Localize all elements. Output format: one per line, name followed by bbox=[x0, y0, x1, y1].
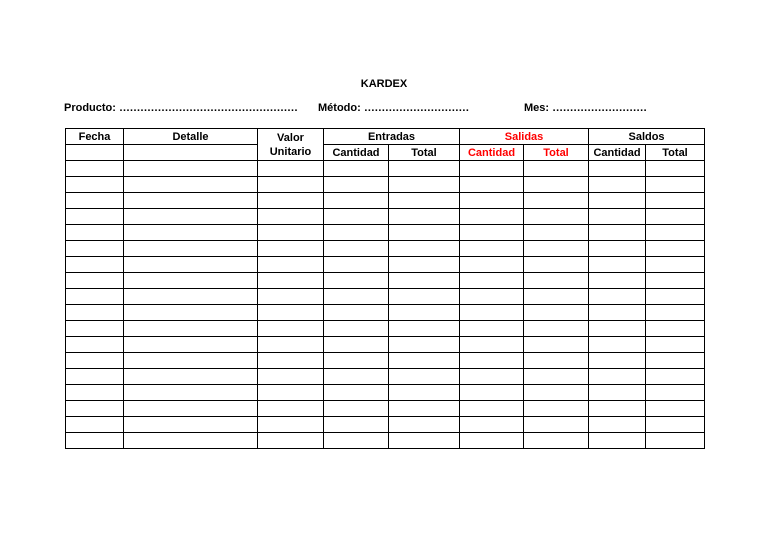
cell-valor-unitario[interactable] bbox=[258, 417, 324, 433]
cell-valor-unitario[interactable] bbox=[258, 177, 324, 193]
cell-entradas-total[interactable] bbox=[389, 369, 460, 385]
producto-value: …………………………………………… bbox=[119, 102, 298, 114]
cell-saldos-total[interactable] bbox=[646, 273, 705, 289]
header-row-1 bbox=[66, 129, 705, 145]
cell-valor-unitario[interactable] bbox=[258, 209, 324, 225]
cell-saldos-cantidad[interactable] bbox=[589, 401, 646, 417]
cell-fecha[interactable] bbox=[66, 305, 124, 321]
cell-salidas-cantidad[interactable] bbox=[460, 161, 524, 177]
cell-entradas-total[interactable] bbox=[389, 401, 460, 417]
header-detalle: Detalle bbox=[124, 129, 258, 145]
table-row bbox=[66, 417, 705, 433]
metodo-field[interactable] bbox=[318, 102, 469, 114]
cell-entradas-cantidad[interactable] bbox=[324, 337, 389, 353]
cell-entradas-total[interactable] bbox=[389, 193, 460, 209]
table-row bbox=[66, 177, 705, 193]
cell-saldos-cantidad[interactable] bbox=[589, 369, 646, 385]
cell-salidas-cantidad[interactable] bbox=[460, 257, 524, 273]
cell-saldos-cantidad[interactable] bbox=[589, 257, 646, 273]
cell-saldos-cantidad[interactable] bbox=[589, 193, 646, 209]
mes-field[interactable] bbox=[524, 102, 647, 114]
cell-entradas-cantidad[interactable] bbox=[324, 305, 389, 321]
table-row bbox=[66, 385, 705, 401]
cell-saldos-total[interactable] bbox=[646, 305, 705, 321]
cell-entradas-cantidad[interactable] bbox=[324, 225, 389, 241]
cell-valor-unitario[interactable] bbox=[258, 161, 324, 177]
cell-entradas-cantidad[interactable] bbox=[324, 385, 389, 401]
cell-salidas-total[interactable] bbox=[524, 225, 589, 241]
cell-salidas-total[interactable] bbox=[524, 417, 589, 433]
header-fields bbox=[0, 102, 768, 118]
mes-label: Mes: bbox=[524, 102, 550, 114]
cell-saldos-total[interactable] bbox=[646, 257, 705, 273]
cell-entradas-total[interactable] bbox=[389, 225, 460, 241]
cell-valor-unitario[interactable] bbox=[258, 273, 324, 289]
cell-saldos-total[interactable] bbox=[646, 241, 705, 257]
cell-entradas-total[interactable] bbox=[389, 353, 460, 369]
cell-fecha[interactable] bbox=[66, 273, 124, 289]
cell-saldos-total[interactable] bbox=[646, 337, 705, 353]
cell-salidas-total[interactable] bbox=[524, 289, 589, 305]
header-salidas-cantidad: Cantidad bbox=[460, 145, 524, 161]
cell-valor-unitario[interactable] bbox=[258, 321, 324, 337]
cell-salidas-cantidad[interactable] bbox=[460, 385, 524, 401]
cell-saldos-total[interactable] bbox=[646, 289, 705, 305]
cell-entradas-cantidad[interactable] bbox=[324, 353, 389, 369]
header-saldos: Saldos bbox=[589, 129, 705, 145]
cell-salidas-total[interactable] bbox=[524, 321, 589, 337]
cell-detalle[interactable] bbox=[124, 337, 258, 353]
cell-fecha[interactable] bbox=[66, 177, 124, 193]
cell-entradas-cantidad[interactable] bbox=[324, 193, 389, 209]
cell-salidas-cantidad[interactable] bbox=[460, 273, 524, 289]
cell-entradas-total[interactable] bbox=[389, 209, 460, 225]
table-header bbox=[66, 129, 705, 161]
cell-saldos-total[interactable] bbox=[646, 177, 705, 193]
header-valor-unitario: Valor Unitario bbox=[258, 129, 324, 161]
cell-entradas-total[interactable] bbox=[389, 177, 460, 193]
cell-salidas-cantidad[interactable] bbox=[460, 401, 524, 417]
cell-saldos-cantidad[interactable] bbox=[589, 225, 646, 241]
kardex-table bbox=[65, 128, 705, 449]
cell-saldos-cantidad[interactable] bbox=[589, 321, 646, 337]
metodo-label: Método: bbox=[318, 102, 361, 114]
table-row bbox=[66, 401, 705, 417]
table-row bbox=[66, 241, 705, 257]
cell-detalle[interactable] bbox=[124, 177, 258, 193]
cell-salidas-cantidad[interactable] bbox=[460, 353, 524, 369]
header-saldos-cantidad: Cantidad bbox=[589, 145, 646, 161]
cell-valor-unitario[interactable] bbox=[258, 369, 324, 385]
cell-salidas-total[interactable] bbox=[524, 385, 589, 401]
cell-salidas-total[interactable] bbox=[524, 209, 589, 225]
cell-salidas-cantidad[interactable] bbox=[460, 337, 524, 353]
cell-fecha[interactable] bbox=[66, 209, 124, 225]
table-row bbox=[66, 369, 705, 385]
cell-valor-unitario[interactable] bbox=[258, 241, 324, 257]
header-saldos-total: Total bbox=[646, 145, 705, 161]
cell-entradas-cantidad[interactable] bbox=[324, 209, 389, 225]
table-body bbox=[66, 161, 705, 449]
cell-saldos-cantidad[interactable] bbox=[589, 241, 646, 257]
table-row bbox=[66, 433, 705, 449]
cell-salidas-total[interactable] bbox=[524, 369, 589, 385]
cell-valor-unitario[interactable] bbox=[258, 337, 324, 353]
cell-fecha[interactable] bbox=[66, 241, 124, 257]
cell-saldos-cantidad[interactable] bbox=[589, 305, 646, 321]
cell-detalle[interactable] bbox=[124, 353, 258, 369]
cell-saldos-cantidad[interactable] bbox=[589, 273, 646, 289]
cell-saldos-total[interactable] bbox=[646, 225, 705, 241]
cell-saldos-total[interactable] bbox=[646, 385, 705, 401]
header-entradas: Entradas bbox=[324, 129, 460, 145]
cell-salidas-total[interactable] bbox=[524, 433, 589, 449]
cell-saldos-cantidad[interactable] bbox=[589, 385, 646, 401]
cell-salidas-total[interactable] bbox=[524, 353, 589, 369]
producto-field[interactable] bbox=[64, 102, 298, 114]
cell-fecha[interactable] bbox=[66, 257, 124, 273]
cell-fecha[interactable] bbox=[66, 161, 124, 177]
cell-saldos-cantidad[interactable] bbox=[589, 177, 646, 193]
cell-entradas-cantidad[interactable] bbox=[324, 177, 389, 193]
table-row bbox=[66, 353, 705, 369]
cell-valor-unitario[interactable] bbox=[258, 225, 324, 241]
cell-entradas-total[interactable] bbox=[389, 161, 460, 177]
header-entradas-cantidad: Cantidad bbox=[324, 145, 389, 161]
producto-label: Producto: bbox=[64, 102, 116, 114]
header-detalle-sub bbox=[124, 145, 258, 161]
cell-detalle[interactable] bbox=[124, 321, 258, 337]
cell-fecha[interactable] bbox=[66, 289, 124, 305]
cell-saldos-total[interactable] bbox=[646, 417, 705, 433]
cell-entradas-total[interactable] bbox=[389, 241, 460, 257]
cell-salidas-cantidad[interactable] bbox=[460, 193, 524, 209]
cell-entradas-total[interactable] bbox=[389, 417, 460, 433]
cell-salidas-cantidad[interactable] bbox=[460, 225, 524, 241]
cell-saldos-cantidad[interactable] bbox=[589, 417, 646, 433]
cell-fecha[interactable] bbox=[66, 321, 124, 337]
cell-entradas-total[interactable] bbox=[389, 257, 460, 273]
cell-fecha[interactable] bbox=[66, 433, 124, 449]
cell-valor-unitario[interactable] bbox=[258, 433, 324, 449]
cell-valor-unitario[interactable] bbox=[258, 257, 324, 273]
cell-detalle[interactable] bbox=[124, 433, 258, 449]
header-fecha-sub bbox=[66, 145, 124, 161]
cell-entradas-total[interactable] bbox=[389, 305, 460, 321]
metodo-value: ………………………… bbox=[363, 102, 469, 114]
cell-salidas-cantidad[interactable] bbox=[460, 321, 524, 337]
cell-entradas-cantidad[interactable] bbox=[324, 369, 389, 385]
cell-valor-unitario[interactable] bbox=[258, 385, 324, 401]
table-row bbox=[66, 209, 705, 225]
cell-detalle[interactable] bbox=[124, 257, 258, 273]
cell-entradas-total[interactable] bbox=[389, 273, 460, 289]
cell-salidas-total[interactable] bbox=[524, 177, 589, 193]
cell-saldos-total[interactable] bbox=[646, 401, 705, 417]
cell-fecha[interactable] bbox=[66, 385, 124, 401]
cell-salidas-total[interactable] bbox=[524, 257, 589, 273]
cell-valor-unitario[interactable] bbox=[258, 193, 324, 209]
header-fecha: Fecha bbox=[66, 129, 124, 145]
cell-salidas-total[interactable] bbox=[524, 401, 589, 417]
cell-detalle[interactable] bbox=[124, 209, 258, 225]
cell-detalle[interactable] bbox=[124, 417, 258, 433]
cell-entradas-total[interactable] bbox=[389, 385, 460, 401]
cell-entradas-cantidad[interactable] bbox=[324, 433, 389, 449]
cell-salidas-total[interactable] bbox=[524, 193, 589, 209]
mes-value: ……………………… bbox=[552, 102, 647, 114]
cell-entradas-cantidad[interactable] bbox=[324, 161, 389, 177]
cell-entradas-cantidad[interactable] bbox=[324, 417, 389, 433]
cell-salidas-total[interactable] bbox=[524, 305, 589, 321]
cell-valor-unitario[interactable] bbox=[258, 401, 324, 417]
cell-detalle[interactable] bbox=[124, 193, 258, 209]
cell-fecha[interactable] bbox=[66, 417, 124, 433]
cell-salidas-cantidad[interactable] bbox=[460, 369, 524, 385]
cell-saldos-cantidad[interactable] bbox=[589, 289, 646, 305]
cell-salidas-total[interactable] bbox=[524, 161, 589, 177]
cell-fecha[interactable] bbox=[66, 401, 124, 417]
cell-detalle[interactable] bbox=[124, 241, 258, 257]
cell-detalle[interactable] bbox=[124, 305, 258, 321]
cell-salidas-cantidad[interactable] bbox=[460, 289, 524, 305]
cell-entradas-total[interactable] bbox=[389, 433, 460, 449]
cell-saldos-total[interactable] bbox=[646, 193, 705, 209]
table-row bbox=[66, 289, 705, 305]
cell-fecha[interactable] bbox=[66, 225, 124, 241]
cell-salidas-cantidad[interactable] bbox=[460, 177, 524, 193]
cell-salidas-cantidad[interactable] bbox=[460, 305, 524, 321]
cell-valor-unitario[interactable] bbox=[258, 289, 324, 305]
cell-saldos-total[interactable] bbox=[646, 161, 705, 177]
cell-saldos-cantidad[interactable] bbox=[589, 209, 646, 225]
cell-saldos-total[interactable] bbox=[646, 433, 705, 449]
cell-entradas-cantidad[interactable] bbox=[324, 289, 389, 305]
table-row bbox=[66, 337, 705, 353]
table-row bbox=[66, 273, 705, 289]
cell-detalle[interactable] bbox=[124, 401, 258, 417]
document-title: KARDEX bbox=[360, 78, 408, 90]
cell-detalle[interactable] bbox=[124, 369, 258, 385]
cell-valor-unitario[interactable] bbox=[258, 353, 324, 369]
cell-detalle[interactable] bbox=[124, 273, 258, 289]
cell-entradas-cantidad[interactable] bbox=[324, 273, 389, 289]
cell-saldos-total[interactable] bbox=[646, 209, 705, 225]
header-salidas-total: Total bbox=[524, 145, 589, 161]
cell-fecha[interactable] bbox=[66, 353, 124, 369]
cell-salidas-cantidad[interactable] bbox=[460, 417, 524, 433]
table-row bbox=[66, 257, 705, 273]
cell-salidas-total[interactable] bbox=[524, 273, 589, 289]
header-salidas: Salidas bbox=[460, 129, 589, 145]
cell-saldos-cantidad[interactable] bbox=[589, 433, 646, 449]
cell-entradas-cantidad[interactable] bbox=[324, 401, 389, 417]
table-row bbox=[66, 225, 705, 241]
cell-saldos-cantidad[interactable] bbox=[589, 337, 646, 353]
table-row bbox=[66, 305, 705, 321]
cell-entradas-total[interactable] bbox=[389, 337, 460, 353]
table-row bbox=[66, 193, 705, 209]
cell-entradas-cantidad[interactable] bbox=[324, 257, 389, 273]
cell-salidas-cantidad[interactable] bbox=[460, 241, 524, 257]
header-entradas-total: Total bbox=[389, 145, 460, 161]
cell-detalle[interactable] bbox=[124, 385, 258, 401]
cell-salidas-total[interactable] bbox=[524, 337, 589, 353]
table-row bbox=[66, 321, 705, 337]
cell-saldos-cantidad[interactable] bbox=[589, 353, 646, 369]
cell-entradas-total[interactable] bbox=[389, 321, 460, 337]
cell-saldos-total[interactable] bbox=[646, 353, 705, 369]
cell-fecha[interactable] bbox=[66, 337, 124, 353]
cell-salidas-total[interactable] bbox=[524, 241, 589, 257]
cell-detalle[interactable] bbox=[124, 161, 258, 177]
cell-saldos-total[interactable] bbox=[646, 321, 705, 337]
cell-salidas-cantidad[interactable] bbox=[460, 209, 524, 225]
header-row-2 bbox=[66, 145, 705, 161]
cell-entradas-cantidad[interactable] bbox=[324, 321, 389, 337]
table-row bbox=[66, 161, 705, 177]
cell-saldos-cantidad[interactable] bbox=[589, 161, 646, 177]
cell-salidas-cantidad[interactable] bbox=[460, 433, 524, 449]
cell-detalle[interactable] bbox=[124, 289, 258, 305]
cell-fecha[interactable] bbox=[66, 369, 124, 385]
cell-detalle[interactable] bbox=[124, 225, 258, 241]
cell-fecha[interactable] bbox=[66, 193, 124, 209]
cell-saldos-total[interactable] bbox=[646, 369, 705, 385]
cell-entradas-total[interactable] bbox=[389, 289, 460, 305]
cell-entradas-cantidad[interactable] bbox=[324, 241, 389, 257]
cell-valor-unitario[interactable] bbox=[258, 305, 324, 321]
